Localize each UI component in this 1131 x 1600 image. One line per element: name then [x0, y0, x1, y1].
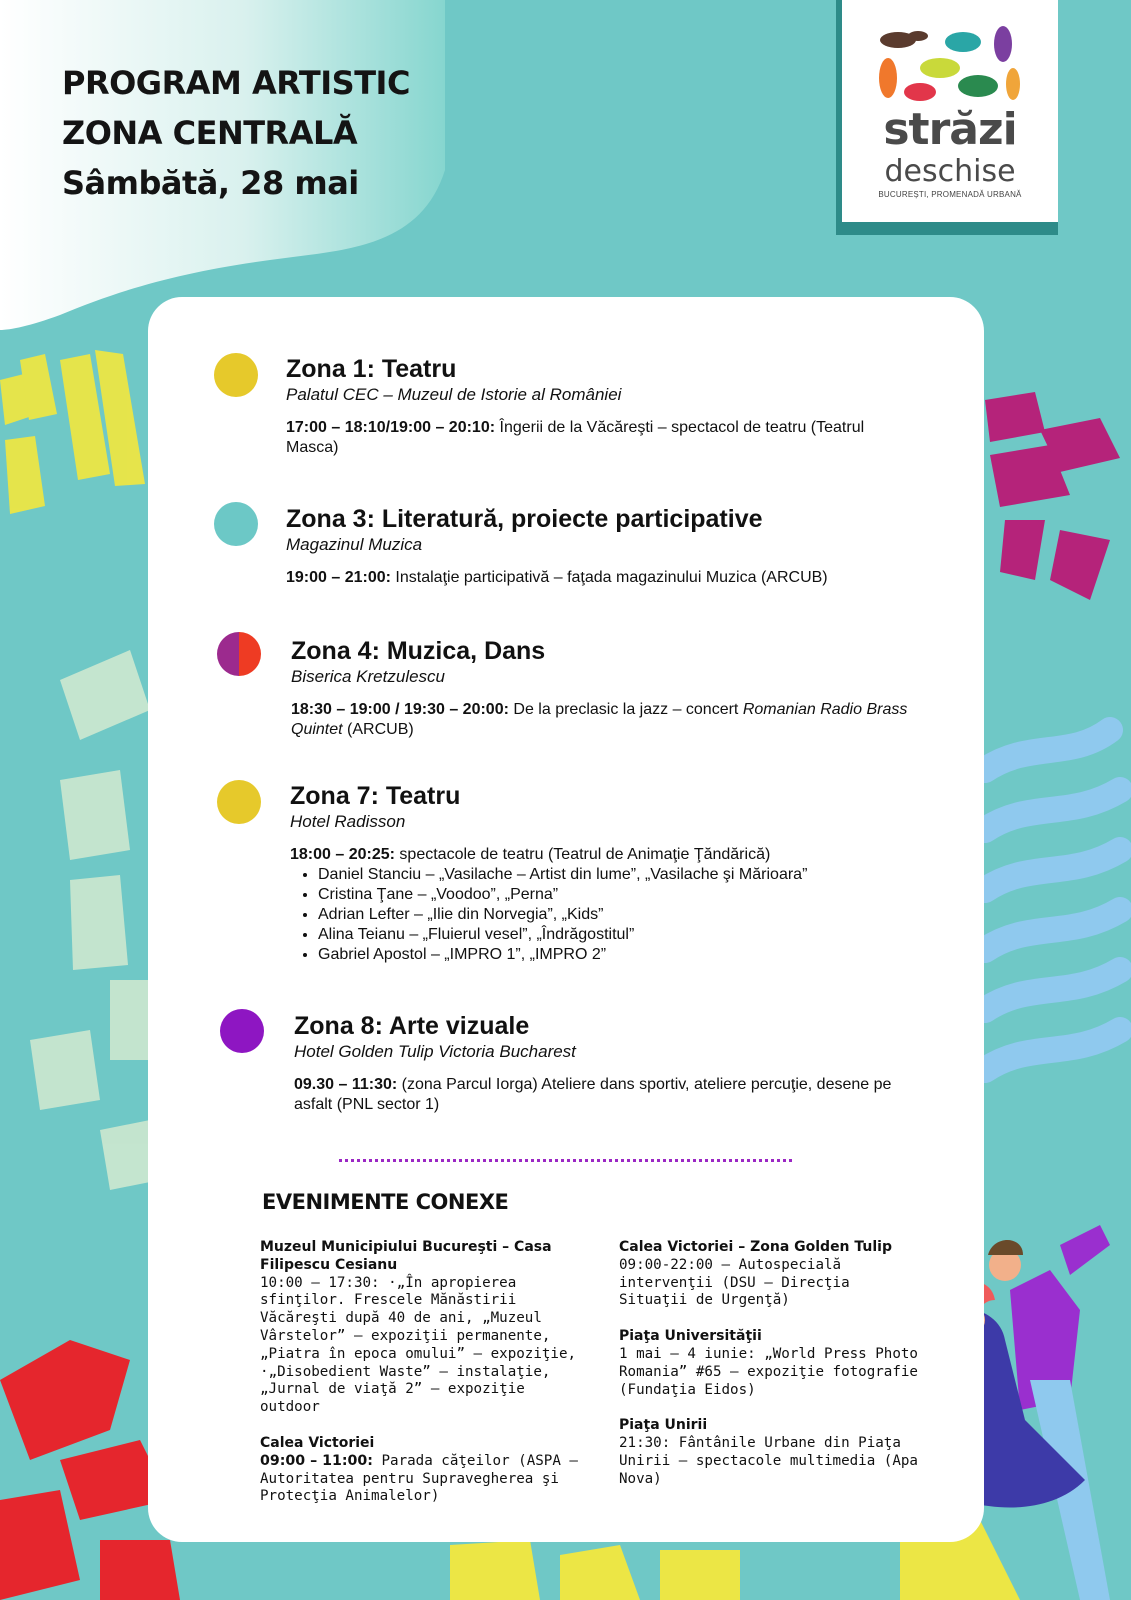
zone-1-time: 17:00 – 18:10/19:00 – 20:10:	[286, 419, 496, 436]
conexe-item	[260, 1435, 580, 1506]
zone-7-description	[290, 845, 930, 965]
zone-8-location: Hotel Golden Tulip Victoria Bucharest	[294, 1042, 576, 1061]
zone-7-location: Hotel Radisson	[290, 812, 406, 831]
dotted-divider	[339, 1159, 792, 1162]
zone-1-text: Îngerii de la Văcăreşti – spectacol de teatru (Teatrul Masca)	[286, 419, 865, 456]
logo-word-strazi: străzi	[883, 104, 1017, 155]
title-date: Sâmbătă, 28 mai	[62, 164, 359, 202]
zone-7-marker	[217, 780, 261, 824]
conexe-item-title: Piaţa Universităţii	[619, 1328, 762, 1345]
conexe-item	[619, 1239, 919, 1310]
conexe-item-title: Calea Victoriei – Zona Golden Tulip	[619, 1239, 892, 1255]
conexe-item	[619, 1417, 919, 1488]
zone-7	[290, 781, 930, 965]
zone-8	[294, 1011, 919, 1115]
list-item: • Cristina Ţane – „Voodoo”, „Perna”	[318, 885, 930, 905]
conexe-item-text: 09:00-22:00 – Autospecială intervenţii (DSU – Direcţia Situaţii de Urgenţă)	[619, 1256, 850, 1309]
conexe-item	[260, 1239, 580, 1417]
zone-4	[291, 636, 911, 740]
zone-4-text-b: (ARCUB)	[342, 721, 414, 738]
zone-4-marker	[217, 632, 261, 676]
logo-word-deschise: deschise	[884, 154, 1016, 189]
page-title	[62, 58, 410, 208]
zone-8-description	[294, 1075, 919, 1115]
zone-4-text-em: Romanian Radio Brass Quintet	[291, 701, 908, 738]
conexe-item-text: 1 mai – 4 iunie: „World Press Photo Romania” #65 – expoziţie fotografie (Fundaţia Eidos)	[619, 1345, 918, 1398]
zone-1-location: Palatul CEC – Muzeul de Istorie al României	[286, 385, 622, 404]
list-item: • Gabriel Apostol – „IMPRO 1”, „IMPRO 2”	[318, 945, 930, 965]
zone-4-description	[291, 700, 911, 740]
zone-8-marker	[220, 1009, 264, 1053]
zone-4-location: Biserica Kretzulescu	[291, 667, 446, 686]
conexe-heading: EVENIMENTE CONEXE	[262, 1190, 509, 1214]
conexe-left-column	[260, 1239, 580, 1524]
conexe-item-text: 10:00 – 17:30: ·„În apropierea sfinţilor. Frescele Mănăstirii Văcăreşti după 40 de ani, „Muzeul Vârstelor” – expoziţii permanente, „Piatra în epoca omului” – expoziţie, ·„Disobedient Waste” – instalaţie, „Jurnal de viaţă 2” – expoziţie outdoor	[260, 1274, 577, 1416]
conexe-item-text: 21:30: Fântânile Urbane din Piaţa Unirii – spectacole multimedia (Apa Nova)	[619, 1435, 918, 1487]
zone-3-text: Instalaţie participativă – faţada magazinului Muzica (ARCUB)	[395, 569, 828, 586]
zone-4-time: 18:30 – 19:00 / 19:30 – 20:00:	[291, 701, 509, 718]
zone-7-list	[290, 865, 930, 965]
conexe-right-column	[619, 1239, 919, 1507]
zone-4-text-a: De la preclasic la jazz – concert	[513, 701, 743, 718]
zone-3-description	[286, 568, 926, 588]
zone-8-title: Zona 8: Arte vizuale	[294, 1012, 530, 1040]
zone-3-time: 19:00 – 21:00:	[286, 569, 391, 586]
title-line-2: ZONA CENTRALĂ	[62, 114, 358, 152]
conexe-item-title: Muzeul Municipiului Bucureşti – Casa Filipescu Cesianu	[260, 1239, 552, 1273]
zone-7-time: 18:00 – 20:25:	[290, 846, 395, 863]
conexe-item-body	[260, 1453, 580, 1506]
zone-1-marker	[214, 353, 258, 397]
list-item: • Adrian Lefter – „Ilie din Norvegia”, „Kids”	[318, 905, 930, 925]
zone-3	[286, 504, 926, 588]
conexe-item-title: Calea Victoriei	[260, 1434, 375, 1451]
conexe-item-text: Parada căţeilor (ASPA – Autoritatea pentru Supravegherea şi Protecţia Animalelor)	[260, 1452, 578, 1505]
zone-3-marker	[214, 502, 258, 546]
zone-3-location: Magazinul Muzica	[286, 535, 423, 554]
zone-1-description	[286, 418, 906, 458]
title-line-1: PROGRAM ARTISTIC	[62, 64, 410, 102]
zone-4-marker-right	[239, 632, 261, 676]
zone-3-title: Zona 3: Literatură, proiecte participative	[286, 505, 763, 533]
logo-tagline: BUCUREȘTI, PROMENADĂ URBANĂ	[878, 190, 1022, 199]
zone-1-title: Zona 1: Teatru	[286, 355, 457, 383]
zone-8-text: (zona Parcul Iorga) Ateliere dans sportiv, ateliere percuţie, desene pe asfalt (PNL sector 1)	[294, 1076, 892, 1113]
zone-7-title: Zona 7: Teatru	[290, 782, 461, 810]
zone-4-title: Zona 4: Muzica, Dans	[291, 637, 546, 665]
conexe-item-time: 09:00 – 11:00:	[260, 1452, 373, 1469]
footprints-icon	[878, 26, 1022, 106]
zone-4-marker-left	[217, 632, 239, 676]
zone-7-text: spectacole de teatru (Teatrul de Animaţie Ţăndărică)	[399, 846, 771, 863]
list-item: • Daniel Stanciu – „Vasilache – Artist din lume”, „Vasilache şi Mărioara”	[318, 865, 930, 885]
zone-8-time: 09.30 – 11:30:	[294, 1076, 398, 1093]
conexe-item	[619, 1328, 919, 1399]
zone-1	[286, 354, 906, 458]
conexe-item-title: Piaţa Unirii	[619, 1417, 708, 1434]
list-item: • Alina Teianu – „Fluierul vesel”, „Îndrăgostitul”	[318, 925, 930, 945]
strazi-deschise-logo	[842, 0, 1058, 222]
